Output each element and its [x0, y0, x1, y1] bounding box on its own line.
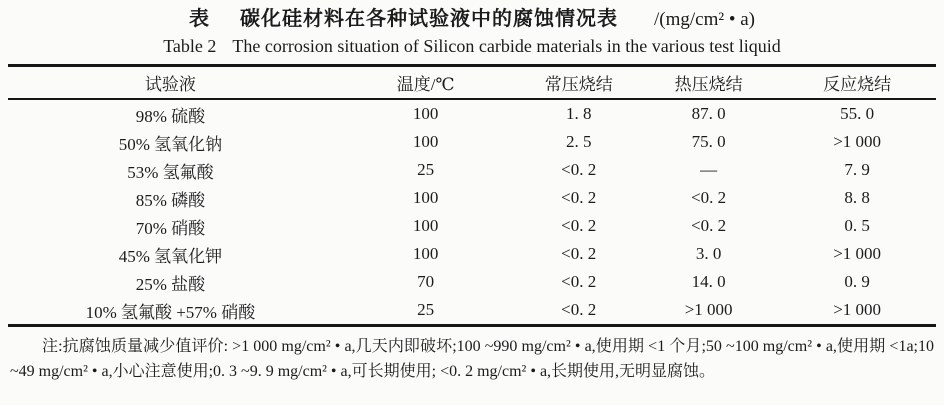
table-row	[8, 184, 936, 212]
table-row	[8, 296, 936, 326]
table-cell: 100	[412, 216, 439, 235]
corrosion-table	[8, 64, 936, 327]
table-cell: 98% 硫酸	[135, 106, 206, 126]
table-row	[8, 99, 936, 128]
table-cell: 8. 8	[844, 188, 870, 207]
table-cell: <0. 2	[561, 188, 597, 207]
table-cell: 25	[417, 300, 435, 319]
column-header-pressureless-sintered: 常压烧结	[518, 66, 639, 100]
column-header-reaction-bonded: 反应烧结	[778, 66, 936, 100]
table-title-en	[8, 35, 936, 58]
table-row	[8, 128, 936, 156]
table-cell: 70% 硝酸	[135, 218, 206, 238]
table-cell: 0. 5	[844, 216, 870, 235]
table-cell: <0. 2	[561, 244, 597, 263]
table-cell: <0. 2	[561, 160, 597, 179]
table-cell: 3. 0	[695, 244, 722, 263]
table-cell: 14. 0	[691, 272, 726, 291]
table-cell: 0. 9	[844, 272, 870, 291]
table-cell: 10% 氢氟酸 +57% 硝酸	[85, 302, 256, 322]
table-cell: 55. 0	[840, 104, 875, 123]
column-header-temperature: 温度/℃	[333, 66, 519, 100]
column-header-test-liquid: 试验液	[8, 66, 333, 100]
table-row	[8, 212, 936, 240]
table-cell: 87. 0	[691, 104, 726, 123]
table-cell: 53% 氢氟酸	[127, 162, 214, 182]
table-row	[8, 268, 936, 296]
table-cell: >1 000	[684, 300, 733, 319]
table-footnote: 注:抗腐蚀质量减少值评价: >1 000 mg/cm² • a,几天内即破坏;100 ~990 mg/cm² • a,使用期 <1 个月;50 ~100 mg/cm² • a,使用期 <1a;10 ~49 mg/cm² • a,小心注意使用;0. 3 ~9. 9 mg/cm² • a,可长期使用; <0. 2 mg/cm² • a,长期使用,无明显腐蚀。	[10, 338, 934, 380]
table-cell: >1 000	[833, 244, 882, 263]
table-title-en-text: The corrosion situation of Silicon carbide materials in the various test liquid	[232, 36, 781, 56]
table-title-unit: /(mg/cm² • a)	[654, 9, 755, 30]
table-cell: 45% 氢氧化钾	[118, 246, 223, 266]
table-cell: 25% 盐酸	[135, 274, 206, 294]
table-title-zh-label: 表	[189, 6, 210, 30]
table-cell: <0. 2	[561, 216, 597, 235]
table-header-row	[8, 66, 936, 100]
table-cell: 100	[412, 132, 439, 151]
table-row	[8, 240, 936, 268]
table-cell: 100	[412, 188, 439, 207]
table-cell: 85% 磷酸	[135, 190, 206, 210]
table-cell: <0. 2	[561, 272, 597, 291]
table-cell: —	[700, 160, 718, 179]
table-cell: <0. 2	[691, 216, 727, 235]
table-cell: >1 000	[833, 132, 882, 151]
table-cell: 100	[412, 104, 439, 123]
table-row	[8, 156, 936, 184]
column-header-hot-pressed: 热压烧结	[639, 66, 778, 100]
table-title-zh-text: 碳化硅材料在各种试验液中的腐蚀情况表	[240, 6, 618, 30]
table-cell: 1. 8	[565, 104, 592, 123]
table-cell: 100	[412, 244, 439, 263]
table-cell: 75. 0	[691, 132, 726, 151]
table-title-en-label: Table 2	[163, 36, 217, 56]
table-cell: <0. 2	[691, 188, 727, 207]
table-cell: 7. 9	[844, 160, 870, 179]
table-cell: >1 000	[833, 300, 882, 319]
table-cell: 25	[417, 160, 435, 179]
table-cell: <0. 2	[561, 300, 597, 319]
table-cell: 70	[417, 272, 435, 291]
table-cell: 50% 氢氧化钠	[118, 134, 223, 154]
table-cell: 2. 5	[565, 132, 592, 151]
table-title-zh	[8, 5, 936, 33]
